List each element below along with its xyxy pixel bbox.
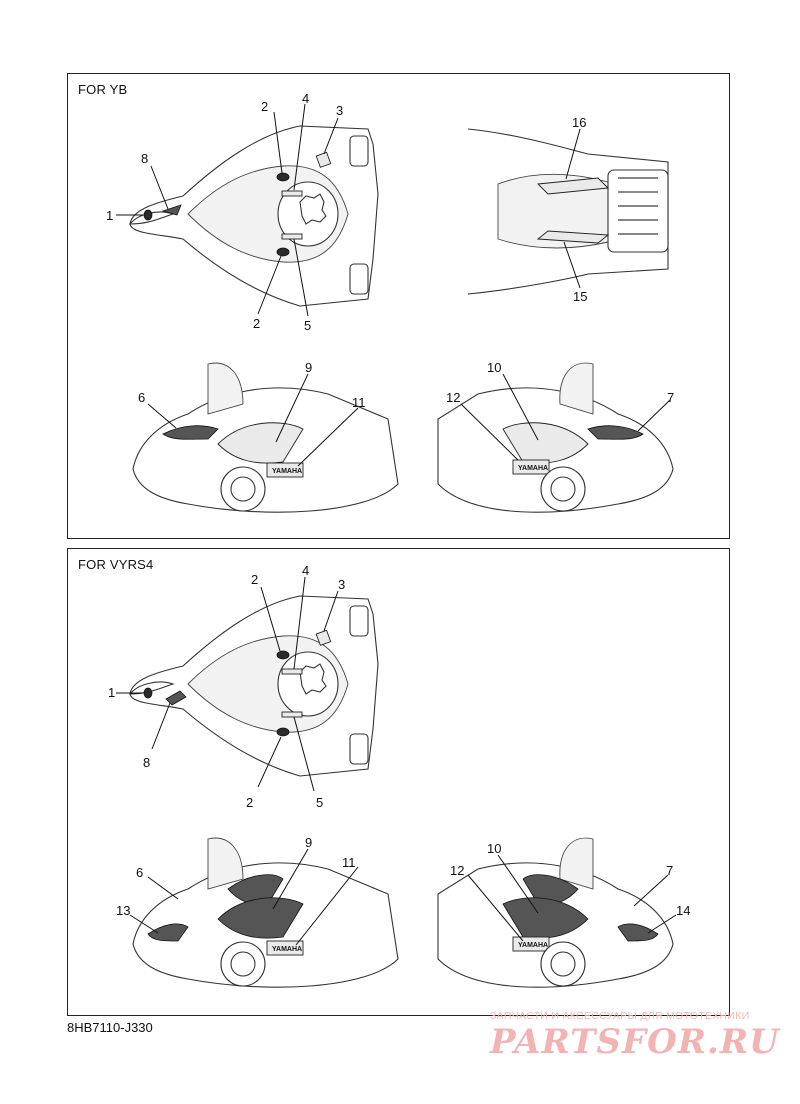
callout-13: 13 xyxy=(116,903,131,918)
decal-diagram-yb xyxy=(68,74,729,538)
callout-8: 8 xyxy=(141,151,149,166)
stern-view-watercraft xyxy=(468,129,668,294)
callout-5: 5 xyxy=(304,318,312,333)
callout-15: 15 xyxy=(573,289,588,304)
document-code: 8HB7110-J330 xyxy=(67,1020,153,1035)
callout-7: 7 xyxy=(667,390,675,405)
yamaha-badge-text: YAMAHA xyxy=(272,946,303,953)
decal-1-marker xyxy=(144,210,152,220)
panel-title: FOR VYRS4 xyxy=(78,557,154,572)
watermark xyxy=(490,1010,790,1060)
callout-1: 1 xyxy=(106,208,114,223)
callout-9: 9 xyxy=(305,835,313,850)
callout-16: 16 xyxy=(572,115,587,130)
callout-11: 11 xyxy=(342,855,356,870)
callout-8: 8 xyxy=(143,755,151,770)
callout-14: 14 xyxy=(676,903,691,918)
callout-7: 7 xyxy=(666,863,674,878)
callout-6: 6 xyxy=(136,865,144,880)
callout-12: 12 xyxy=(450,863,465,878)
callout-1: 1 xyxy=(108,685,116,700)
yamaha-badge-text: YAMAHA xyxy=(272,468,303,475)
callout-4: 4 xyxy=(302,563,310,578)
callout-2b: 2 xyxy=(253,316,261,331)
callout-3: 3 xyxy=(338,577,346,592)
panel-title: FOR YB xyxy=(78,82,128,97)
callout-5: 5 xyxy=(316,795,324,810)
left-side-view-watercraft xyxy=(133,838,398,987)
callout-2: 2 xyxy=(251,572,259,587)
callout-12: 12 xyxy=(446,390,461,405)
callout-3: 3 xyxy=(336,103,344,118)
panel-for-vyrs4 xyxy=(67,548,730,1016)
callout-6: 6 xyxy=(138,390,146,405)
watermark-brand: PARTSFOR.RU xyxy=(490,1022,780,1062)
right-side-view-watercraft xyxy=(438,838,673,987)
left-side-view-watercraft xyxy=(133,363,398,512)
callout-2: 2 xyxy=(261,99,269,114)
yamaha-badge-text: YAMAHA xyxy=(518,942,549,949)
watermark-tagline: ЗАПЧАСТИ И АКСЕССУАРЫ ДЛЯ МОТОТЕХНИКИ xyxy=(490,1010,750,1022)
decal-diagram-vyrs4 xyxy=(68,549,729,1015)
top-view-watercraft xyxy=(130,596,378,776)
callout-9: 9 xyxy=(305,360,313,375)
callout-11: 11 xyxy=(352,395,366,410)
top-view-watercraft xyxy=(130,126,378,306)
yamaha-badge-text: YAMAHA xyxy=(518,465,549,472)
callout-10: 10 xyxy=(487,841,502,856)
callout-10: 10 xyxy=(487,360,502,375)
panel-for-yb xyxy=(67,73,730,539)
right-side-view-watercraft xyxy=(438,363,673,512)
callout-2b: 2 xyxy=(246,795,254,810)
callout-4: 4 xyxy=(302,91,310,106)
